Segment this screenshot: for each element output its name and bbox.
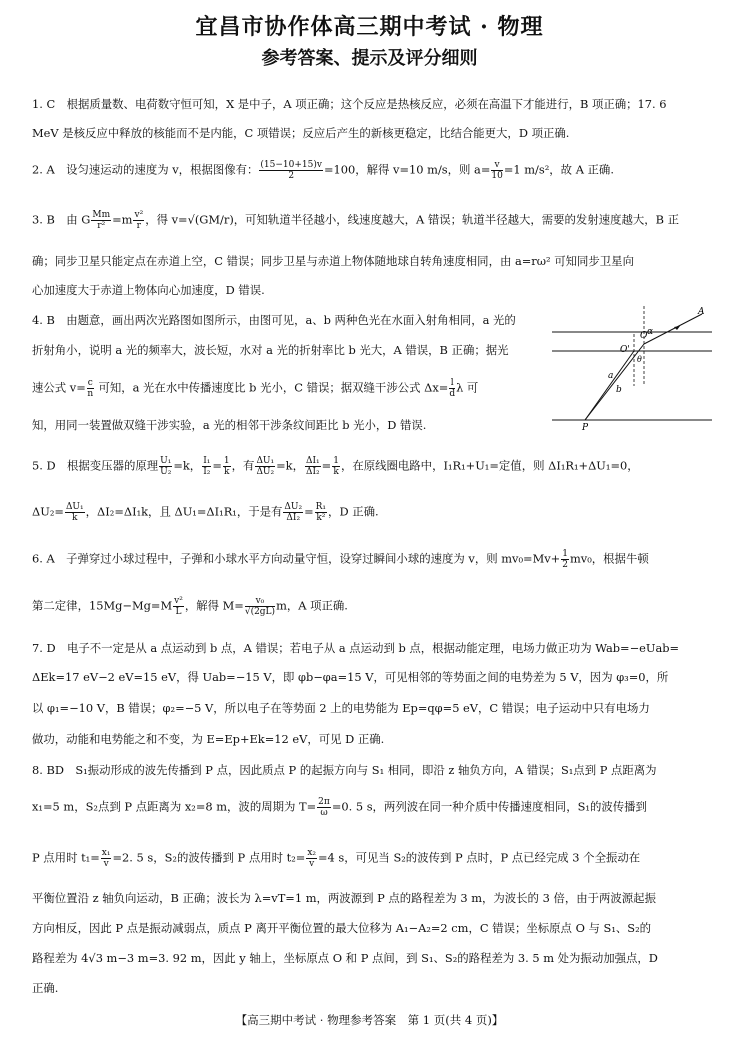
q8-frac-3-den: v xyxy=(309,859,315,869)
q6-line-1 xyxy=(32,549,649,570)
q4-text-c: λ 可 xyxy=(456,380,479,395)
q8-text-a: x₁=5 m，S₂点到 P 点距离为 x₂=8 m，波的周期为 T= xyxy=(32,799,317,814)
q5-line-2 xyxy=(32,502,379,523)
q2-text-pre: 2. A 设匀速运动的速度为 v，根据图像有： xyxy=(32,162,259,177)
q6-text-a: 6. A 子弹穿过小球过程中，子弹和小球水平方向动量守恒，设穿过瞬间小球的速度为 v，则 mv₀=Mv+ xyxy=(32,551,561,566)
q5-text-e: =k， xyxy=(276,458,304,473)
q5-frac-2 xyxy=(202,456,211,477)
label-A: A xyxy=(698,307,705,317)
q3-text-c: ，得 v=√(GM/r)，可知轨道半径越小，线速度越大，A 错误；轨道半径越大，需要的发射速度越大，B 正 xyxy=(145,212,680,227)
q4-speed-den: n xyxy=(87,389,94,399)
q2-text-mid: =100，解得 v=10 m/s，则 a= xyxy=(323,162,491,177)
q4-line-3 xyxy=(32,378,478,399)
q8-line-1: 8. BD S₁振动形成的波先传播到 P 点，因此质点 P 的起振方向与 S₁ 相同，即沿 z 轴负方向，A 错误；S₁点到 P 点距离为 xyxy=(32,763,657,777)
q5-frac-3 xyxy=(223,456,231,477)
q3-frac-1-num: Mm xyxy=(92,210,111,220)
q4-fringe-fraction xyxy=(449,378,455,399)
q4-text-a: 速公式 v= xyxy=(32,380,86,395)
q5-frac-9 xyxy=(315,502,327,523)
q3-frac-2-den: r xyxy=(136,221,141,231)
q5-frac-5 xyxy=(305,456,321,477)
q2-accel-num: v xyxy=(491,160,502,171)
q5-frac-7-num: ΔU₁ xyxy=(65,502,84,512)
q8-frac-3-num: x₂ xyxy=(307,848,316,858)
q3-frac-1-den: r² xyxy=(97,221,106,231)
q5-frac-7 xyxy=(65,502,85,523)
q3-frac-2 xyxy=(133,210,144,231)
q8-line-5: 方向相反，因此 P 点是振动减弱点，质点 P 离开平衡位置的最大位移为 A₁−A₂=2 cm，C 错误；坐标原点 O 与 S₁、S₂的 xyxy=(32,921,652,935)
q5-text-b: =k， xyxy=(173,458,202,473)
label-O-prime: O' xyxy=(620,345,630,355)
q5-frac-3-num: 1 xyxy=(223,456,230,466)
q5-frac-9-num: R₁ xyxy=(315,502,327,512)
q5-frac-4-den: ΔU₂ xyxy=(256,467,275,477)
q5-frac-2-num: I₁ xyxy=(203,456,211,466)
q5-text-k: ，D 正确. xyxy=(328,504,379,519)
q5-text-a: 5. D 根据变压器的原理 xyxy=(32,458,159,473)
q2-text-post: =1 m/s²，故 A 正确. xyxy=(503,162,614,177)
q5-text-i: ，ΔI₂=ΔI₁k，且 ΔU₁=ΔI₁R₁，于是有 xyxy=(85,504,283,519)
q6-frac-1 xyxy=(561,549,569,570)
q2-fraction xyxy=(259,160,323,181)
q6-text-d: ，解得 M= xyxy=(184,598,244,613)
label-theta: θ xyxy=(637,355,642,364)
q6-text-b: mv₀，根据牛顿 xyxy=(569,551,649,566)
q3-text-b: =m xyxy=(112,212,133,227)
q7-line-3: 以 φ₁=−10 V，B 错误；φ₂=−5 V，所以电子在等势面 2 上的电势能为 Ep=qφ=5 eV，C 错误；电子运动中只有电场力 xyxy=(32,701,650,715)
q6-frac-2-num: v² xyxy=(174,596,183,606)
q5-frac-3-den: k xyxy=(224,467,230,477)
q1-line-2: MeV 是核反应中释放的核能而不是内能，C 项错误；反应后产生的新核更稳定，比结合能更大，D 项正确. xyxy=(32,126,570,140)
q3-line-2: 确；同步卫星只能定点在赤道上空，C 错误；同步卫星与赤道上物体随地球自转角速度相同，由 a=rω² 可知同步卫星向 xyxy=(32,254,634,268)
q4-fringe-den: d xyxy=(449,389,456,399)
q4-text-b: 可知，a 光在水中传播速度比 b 光小，C 错误；据双缝干涉公式 Δx= xyxy=(94,380,449,395)
q5-frac-9-den: k² xyxy=(316,513,326,523)
q5-text-j: = xyxy=(304,504,314,519)
q8-line-6: 路程差为 4√3 m−3 m=3. 92 m，因此 y 轴上，坐标原点 O 和 P 点间，到 S₁、S₂的路程差为 3. 5 m 处为振动加强点，D xyxy=(32,951,658,965)
q8-line-7: 正确. xyxy=(32,981,59,995)
q8-line-2 xyxy=(32,797,647,818)
q5-frac-2-den: I₂ xyxy=(203,467,211,477)
q6-frac-1-den: 2 xyxy=(562,560,568,570)
q8-line-3 xyxy=(32,848,640,869)
q4-speed-num: c xyxy=(87,378,93,388)
q2-frac-num: (15−10+15)v xyxy=(260,160,322,170)
q6-line-2 xyxy=(32,596,348,617)
q2-frac-den: 2 xyxy=(288,171,295,181)
q5-frac-6 xyxy=(332,456,340,477)
q6-frac-2-den: L xyxy=(175,607,182,617)
page-footer: 【高三期中考试 · 物理参考答案 第 1 页(共 4 页)】 xyxy=(235,1013,504,1027)
q3-frac-1 xyxy=(91,210,111,231)
q8-text-e: =4 s，可见当 S₂的波传到 P 点时，P 点已经完成 3 个全振动在 xyxy=(318,850,641,865)
q5-frac-8-num: ΔU₂ xyxy=(284,502,303,512)
q8-line-4: 平衡位置沿 z 轴负向运动，B 正确；波长为 λ=vT=1 m，两波源到 P 点的路程差为 3 m，为波长的 3 倍，由于两波源起振 xyxy=(32,891,656,905)
q3-frac-2-num: v² xyxy=(134,210,144,220)
q8-frac-2-den: v xyxy=(103,859,109,869)
q6-frac-3-den: √(2gL) xyxy=(244,607,276,617)
q2-accel-den: 10 xyxy=(491,171,503,181)
q5-text-h: ΔU₂= xyxy=(32,504,64,519)
label-P: P xyxy=(582,423,589,432)
q4-line-1: 4. B 由题意，画出两次光路图如图所示，由图可见，a、b 两种色光在水面入射角相同，a 光的 xyxy=(32,313,516,327)
q8-frac-2-num: x₁ xyxy=(101,848,111,858)
q6-frac-3-num: v₀ xyxy=(245,596,275,607)
q5-frac-7-den: k xyxy=(72,513,78,523)
page-subtitle: 参考答案、提示及评分细则 xyxy=(261,48,478,69)
label-b: b xyxy=(616,385,622,395)
q3-line-3: 心加速度大于赤道上物体向心加速度，D 错误. xyxy=(32,283,265,297)
q5-line-1 xyxy=(32,456,639,477)
q1-line-1: 1. C 根据质量数、电荷数守恒可知，X 是中子，A 项正确；这个反应是热核反应，必须在高温下才能进行，B 项正确；17. 6 xyxy=(32,97,667,111)
q6-text-e: m，A 项正确. xyxy=(276,598,348,613)
q5-frac-1-den: U₂ xyxy=(160,467,172,477)
q5-text-g: ，在原线圈电路中，I₁R₁+U₁=定值，则 ΔI₁R₁+ΔU₁=0， xyxy=(340,458,639,473)
q5-frac-5-den: ΔI₂ xyxy=(305,467,320,477)
q8-frac-1-den: ω xyxy=(320,808,328,818)
q2-line xyxy=(32,160,614,181)
q2-accel-fraction xyxy=(491,160,502,181)
q6-frac-2 xyxy=(173,596,184,617)
refracted-ray-a xyxy=(585,344,644,420)
q5-text-d: ，有 xyxy=(231,458,255,473)
page-title: 宜昌市协作体高三期中考试 · 物理 xyxy=(195,14,544,40)
q8-text-d: =2. 5 s，S₂的波传播到 P 点用时 t₂= xyxy=(112,850,306,865)
q8-frac-1 xyxy=(317,797,331,818)
q7-line-4: 做功，动能和电势能之和不变，为 E=Ep+Ek=12 eV，可见 D 正确. xyxy=(32,732,385,746)
q4-fringe-num: l xyxy=(450,378,454,388)
q3-line-1 xyxy=(32,210,679,231)
q8-frac-2 xyxy=(101,848,112,869)
q5-frac-6-den: k xyxy=(333,467,339,477)
q6-frac-3 xyxy=(245,596,275,617)
q8-text-b: =0. 5 s，两列波在同一种介质中传播速度相同，S₁的波传播到 xyxy=(331,799,647,814)
q4-speed-fraction xyxy=(87,378,94,399)
q4-line-4: 知，用同一装置做双缝干涉实验，a 光的相邻干涉条纹间距比 b 光小，D 错误. xyxy=(32,418,427,432)
q4-line-2: 折射角小，说明 a 光的频率大，波长短，水对 a 光的折射率比 b 光大，A 错误，B 正确；据光 xyxy=(32,343,509,357)
q6-text-c: 第二定律，15Mg−Mg=M xyxy=(32,598,173,613)
q7-line-1: 7. D 电子不一定是从 a 点运动到 b 点，A 错误；若电子从 a 点运动到 b 点，根据动能定理，电场力做正功为 Wab=−eUab= xyxy=(32,641,680,655)
q5-frac-4 xyxy=(255,456,275,477)
q8-frac-1-num: 2π xyxy=(318,797,330,807)
label-a: a xyxy=(608,371,614,381)
q5-frac-8-den: ΔI₂ xyxy=(286,513,301,523)
q8-frac-3 xyxy=(306,848,317,869)
q5-frac-4-num: ΔU₁ xyxy=(256,456,275,466)
q7-line-2: ΔEk=17 eV−2 eV=15 eV，得 Uab=−15 V，即 φb−φa=15 V，可见相邻的等势面之间的电势差为 5 V，因为 φ₃=0，所 xyxy=(32,670,669,684)
q5-text-c: = xyxy=(212,458,222,473)
q5-frac-1 xyxy=(159,456,172,477)
q5-frac-8 xyxy=(283,502,303,523)
q6-frac-1-num: 1 xyxy=(562,549,568,559)
q3-text-a: 3. B 由 G xyxy=(32,212,91,227)
q5-text-f: = xyxy=(321,458,332,473)
refracted-ray-b xyxy=(585,351,634,420)
q8-text-c: P 点用时 t₁= xyxy=(32,850,100,865)
label-alpha: α xyxy=(647,327,654,337)
q5-frac-6-num: 1 xyxy=(333,456,339,466)
light-path-diagram xyxy=(552,304,712,432)
q5-frac-1-num: U₁ xyxy=(160,456,172,466)
q5-frac-5-num: ΔI₁ xyxy=(305,456,320,466)
label-O: O xyxy=(640,331,648,341)
